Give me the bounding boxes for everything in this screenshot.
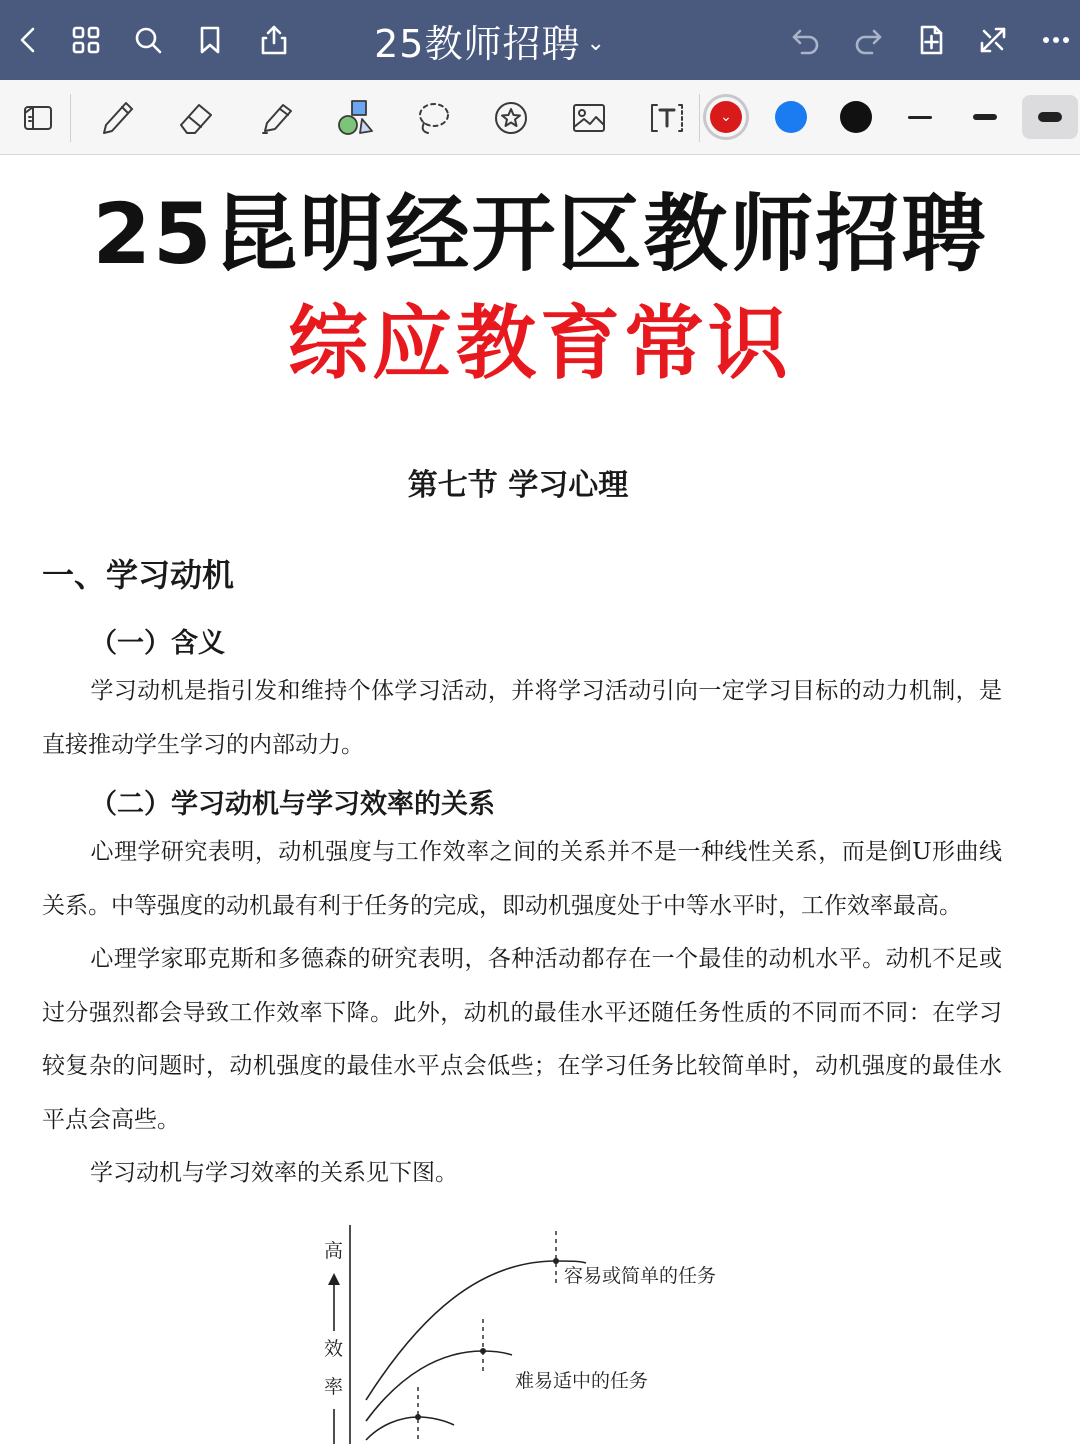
page-subtitle: 综应教育常识: [288, 297, 792, 390]
shapes-icon[interactable]: [328, 91, 382, 145]
search-icon[interactable]: [120, 12, 176, 68]
stroke-width-thin[interactable]: [892, 95, 948, 139]
document-title-menu[interactable]: [360, 14, 620, 66]
text-box-icon[interactable]: [640, 91, 694, 145]
section-title: 第七节 学习心理: [407, 468, 629, 503]
stroke-width-thick[interactable]: [1022, 95, 1078, 139]
paragraph-text: 心理学研究表明，动机强度与工作效率之间的关系并不是一种线性关系，而是倒U形曲线关系。中等强度的动机最有利于任务的完成，即动机强度处于中等水平时，工作效率最高。: [42, 839, 1002, 919]
sidebar-toggle-icon[interactable]: [12, 91, 66, 145]
page-title: 25昆明经开区教师招聘: [92, 185, 988, 283]
optimum-point-easy: [553, 1258, 559, 1264]
curve-difficult-task: [366, 1417, 454, 1440]
document-page[interactable]: [0, 155, 1080, 1440]
color-swatch-red[interactable]: [710, 101, 742, 133]
back-chevron-icon[interactable]: [0, 12, 56, 68]
color-swatch-black[interactable]: [840, 101, 872, 133]
curve-medium-label: 难易适中的任务: [515, 1370, 649, 1392]
color-swatch-blue[interactable]: [775, 101, 807, 133]
grid-icon[interactable]: [58, 12, 114, 68]
toolbar-divider: [70, 94, 71, 142]
sticker-icon[interactable]: [484, 91, 538, 145]
optimum-point-medium: [480, 1348, 486, 1354]
paragraph-inverted-u: [42, 826, 1002, 933]
motivation-efficiency-figure: [300, 1225, 760, 1440]
paragraph-definition: [42, 665, 1002, 772]
y-axis-top-label: 高: [324, 1240, 344, 1262]
paragraph-text: 学习动机与学习效率的关系见下图。: [90, 1160, 458, 1186]
image-icon[interactable]: [562, 91, 616, 145]
y-axis-label-char-2: 率: [324, 1376, 344, 1398]
paragraph-text: 学习动机是指引发和维持个体学习活动，并将学习活动引向一定学习目标的动力机制，是直接推动学生学习的内部动力。: [42, 678, 1002, 758]
heading-learning-motivation: 一、学习动机: [42, 556, 235, 594]
top-bar: [0, 0, 1080, 80]
undo-icon[interactable]: [778, 12, 834, 68]
pen-icon[interactable]: [90, 91, 144, 145]
paragraph-text: 心理学家耶克斯和多德森的研究表明，各种活动都存在一个最佳的动机水平。动机不足或过分强烈都会导致工作效率下降。此外，动机的最佳水平还随任务性质的不同而不同：在学习较复杂的问题时，动机强度的最佳水平点会低些；在学习任务比较简单时，动机强度的最佳水平点会高些。: [42, 946, 1002, 1133]
curve-medium-task: [366, 1351, 512, 1421]
share-icon[interactable]: [246, 12, 302, 68]
more-icon[interactable]: [1028, 12, 1080, 68]
redo-icon[interactable]: [840, 12, 896, 68]
paragraph-figure-ref: [42, 1147, 1002, 1201]
stroke-width-medium[interactable]: [957, 95, 1013, 139]
paragraph-yerkes-dodson: [42, 933, 1002, 1147]
highlighter-icon[interactable]: [249, 91, 303, 145]
subheading-definition: （一）含义: [90, 628, 225, 659]
eraser-icon[interactable]: [169, 91, 223, 145]
subheading-relation: （二）学习动机与学习效率的关系: [90, 789, 495, 820]
close-fullscreen-icon[interactable]: [965, 12, 1021, 68]
bookmark-icon[interactable]: [182, 12, 238, 68]
annotation-toolbar: [0, 80, 1080, 155]
toolbar-divider: [699, 94, 700, 142]
chevron-down-icon: ⌄: [586, 30, 606, 56]
document-title: 25教师招聘: [374, 21, 581, 66]
y-axis-label-char-1: 效: [324, 1338, 344, 1360]
chevron-down-icon: ⌄: [720, 109, 732, 125]
curve-easy-label: 容易或简单的任务: [564, 1265, 717, 1287]
add-page-icon[interactable]: [903, 12, 959, 68]
optimum-point-difficult: [415, 1414, 421, 1420]
lasso-icon[interactable]: [406, 91, 460, 145]
